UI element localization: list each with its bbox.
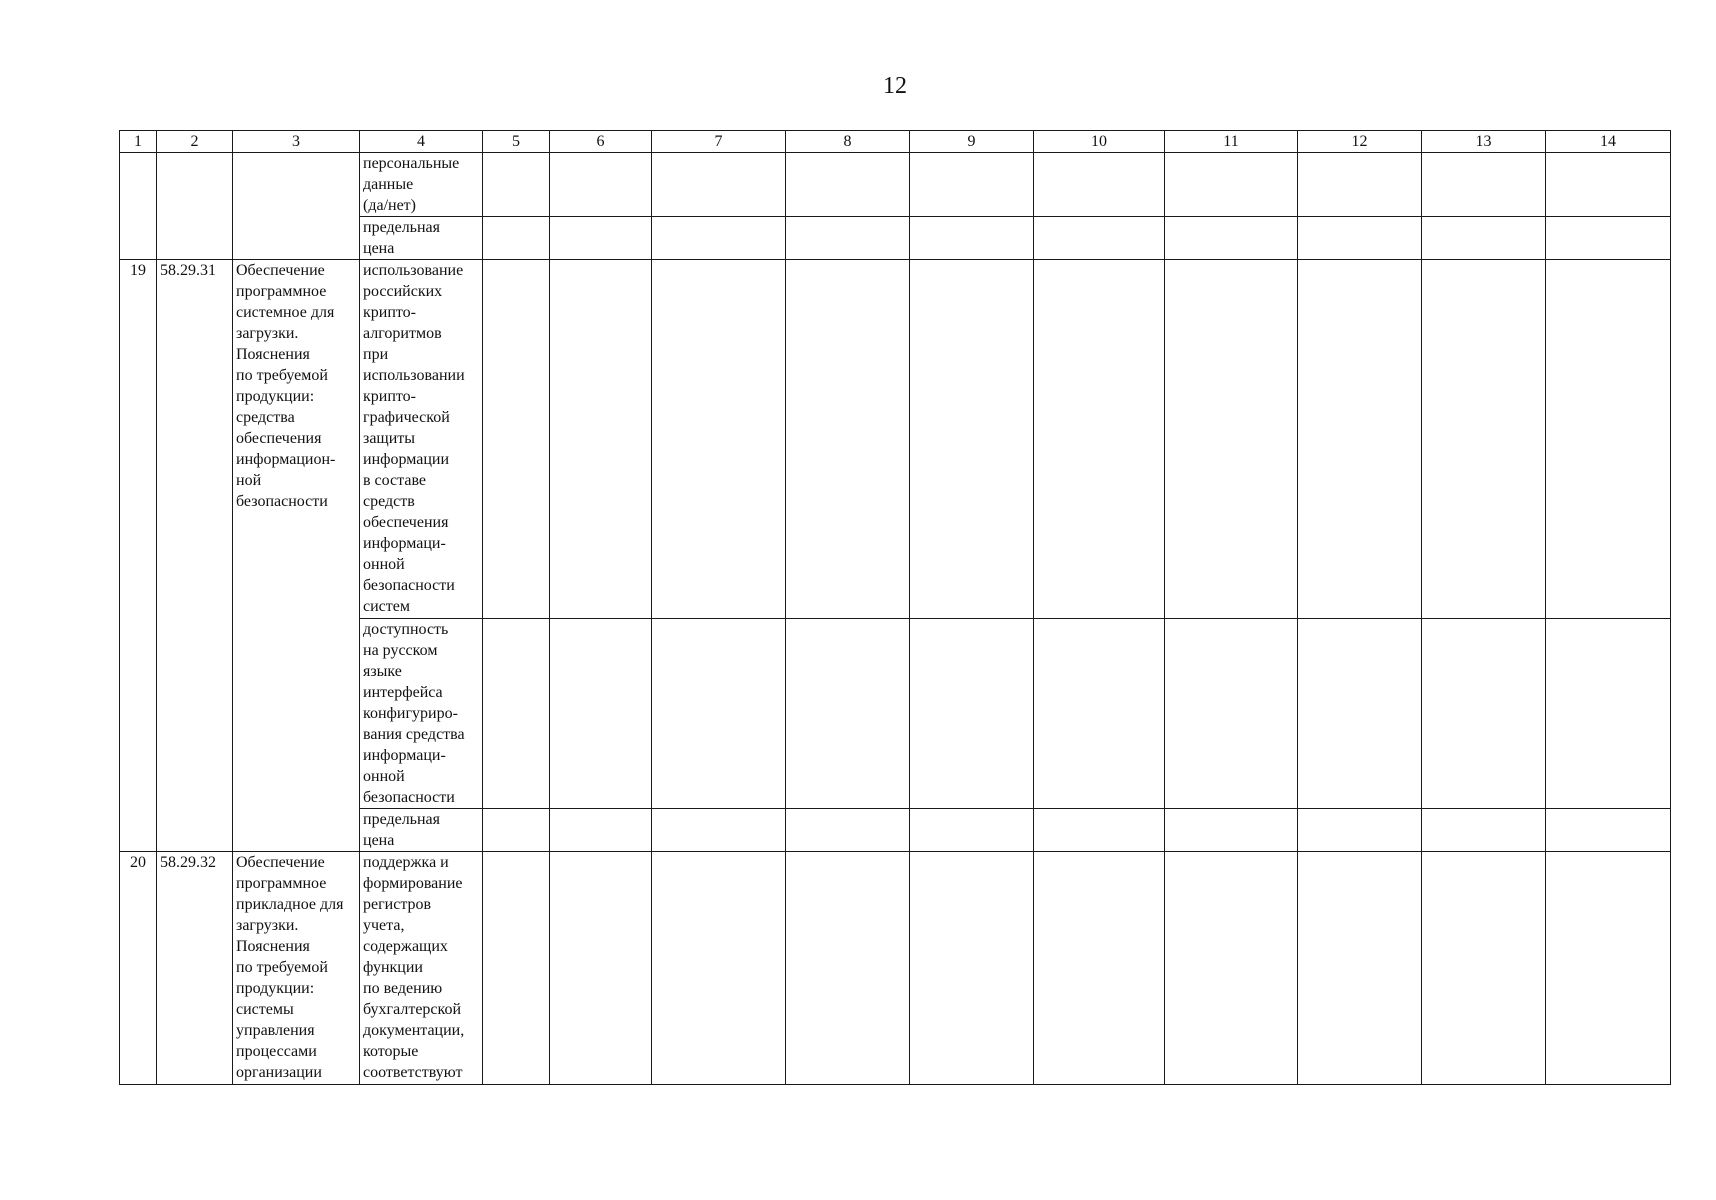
empty-cell [910, 852, 1034, 1085]
empty-cell [550, 852, 652, 1085]
empty-cell [1546, 852, 1671, 1085]
empty-cell [910, 153, 1034, 217]
empty-cell [1034, 619, 1165, 809]
empty-cell [1034, 852, 1165, 1085]
characteristic-cell: использование российских крипто- алгоритмов при использовании крипто- графической защиты информации в составе средств обеспечения информаци- онной безопасности систем [360, 260, 483, 619]
empty-cell [786, 809, 910, 852]
row-name: Обеспечение программное системное для загрузки. Пояснения по требуемой продукции: средства обеспечения информацион- ной безопасности [233, 260, 360, 852]
empty-cell [652, 260, 786, 619]
empty-cell [483, 809, 550, 852]
empty-cell [1034, 217, 1165, 260]
row-number [120, 153, 157, 260]
characteristic-cell: предельная цена [360, 217, 483, 260]
empty-cell [1422, 217, 1546, 260]
empty-cell [786, 619, 910, 809]
column-header: 2 [157, 131, 233, 153]
empty-cell [483, 619, 550, 809]
empty-cell [483, 153, 550, 217]
empty-cell [1298, 809, 1422, 852]
empty-cell [550, 153, 652, 217]
empty-cell [652, 809, 786, 852]
empty-cell [1422, 153, 1546, 217]
empty-cell [1546, 619, 1671, 809]
row-name [233, 153, 360, 260]
column-header: 8 [786, 131, 910, 153]
empty-cell [1546, 217, 1671, 260]
empty-cell [910, 809, 1034, 852]
empty-cell [1546, 260, 1671, 619]
characteristic-cell: предельная цена [360, 809, 483, 852]
empty-cell [1165, 852, 1298, 1085]
empty-cell [1034, 153, 1165, 217]
column-header: 14 [1546, 131, 1671, 153]
column-header: 10 [1034, 131, 1165, 153]
empty-cell [1546, 153, 1671, 217]
row-code: 58.29.32 [157, 852, 233, 1085]
empty-cell [483, 852, 550, 1085]
column-header: 11 [1165, 131, 1298, 153]
empty-cell [1298, 217, 1422, 260]
empty-cell [652, 153, 786, 217]
empty-cell [652, 619, 786, 809]
empty-cell [550, 217, 652, 260]
empty-cell [786, 852, 910, 1085]
empty-cell [1422, 260, 1546, 619]
empty-cell [1165, 217, 1298, 260]
table-row [120, 260, 1671, 619]
characteristic-cell: персональные данные (да/нет) [360, 153, 483, 217]
empty-cell [1422, 852, 1546, 1085]
page-number: 12 [883, 73, 907, 99]
requirements-table [119, 130, 1671, 1085]
empty-cell [1298, 852, 1422, 1085]
empty-cell [1165, 619, 1298, 809]
column-header: 7 [652, 131, 786, 153]
empty-cell [1165, 809, 1298, 852]
empty-cell [1546, 809, 1671, 852]
empty-cell [910, 619, 1034, 809]
column-header: 4 [360, 131, 483, 153]
empty-cell [910, 217, 1034, 260]
row-name: Обеспечение программное прикладное для загрузки. Пояснения по требуемой продукции: системы управления процессами организации [233, 852, 360, 1085]
column-header: 6 [550, 131, 652, 153]
empty-cell [483, 260, 550, 619]
empty-cell [1422, 809, 1546, 852]
empty-cell [652, 217, 786, 260]
empty-cell [1422, 619, 1546, 809]
table-row [120, 153, 1671, 217]
column-header: 5 [483, 131, 550, 153]
empty-cell [1034, 809, 1165, 852]
empty-cell [786, 260, 910, 619]
column-header: 9 [910, 131, 1034, 153]
characteristic-cell: доступность на русском языке интерфейса конфигуриро- вания средства информаци- онной безопасности [360, 619, 483, 809]
column-header: 12 [1298, 131, 1422, 153]
column-header: 3 [233, 131, 360, 153]
row-number: 19 [120, 260, 157, 852]
empty-cell [1165, 260, 1298, 619]
empty-cell [1034, 260, 1165, 619]
empty-cell [550, 619, 652, 809]
empty-cell [483, 217, 550, 260]
row-code: 58.29.31 [157, 260, 233, 852]
empty-cell [550, 809, 652, 852]
empty-cell [786, 153, 910, 217]
row-code [157, 153, 233, 260]
column-header: 1 [120, 131, 157, 153]
column-header: 13 [1422, 131, 1546, 153]
table-row [120, 852, 1671, 1085]
table-header-row [120, 131, 1671, 153]
empty-cell [1298, 260, 1422, 619]
empty-cell [1165, 153, 1298, 217]
empty-cell [786, 217, 910, 260]
empty-cell [910, 260, 1034, 619]
empty-cell [550, 260, 652, 619]
empty-cell [1298, 619, 1422, 809]
row-number: 20 [120, 852, 157, 1085]
empty-cell [652, 852, 786, 1085]
empty-cell [1298, 153, 1422, 217]
characteristic-cell: поддержка и формирование регистров учета, содержащих функции по ведению бухгалтерской документации, которые соответствуют [360, 852, 483, 1085]
